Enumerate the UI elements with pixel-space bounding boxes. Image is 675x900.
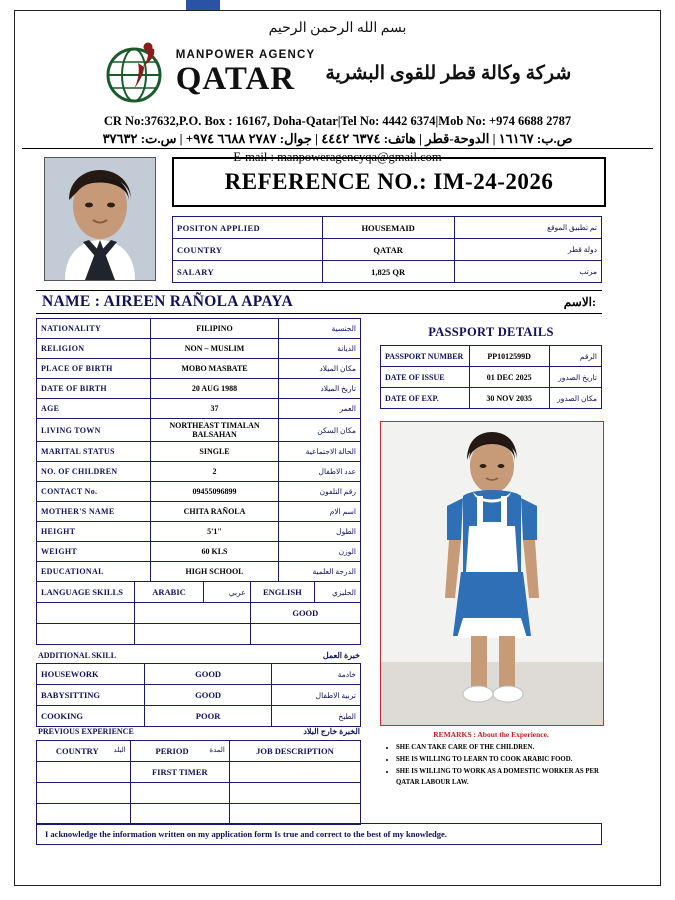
table-row [37, 582, 361, 603]
basmala-text: بسم الله الرحمن الرحيم [268, 21, 407, 36]
place-of-birth-label: PLACE OF BIRTH [37, 359, 151, 379]
children-arabic: عدد الاطفال [278, 462, 360, 482]
housework-label: HOUSEWORK [37, 664, 145, 685]
arabic-row3-value [135, 624, 250, 645]
job-col-header: JOB DESCRIPTION [229, 741, 360, 762]
height-value: 5'1" [151, 522, 279, 542]
table-row [37, 685, 361, 706]
salary-value: 1,825 QR [322, 261, 454, 283]
table-row [381, 346, 602, 367]
passport-details-table [380, 345, 602, 409]
table-row [37, 624, 361, 645]
living-town-value: NORTHEAST TIMALAN BALSAHAN [151, 419, 279, 442]
applicant-name-arabic: الاسم: [563, 294, 596, 309]
position-applied-table [172, 216, 602, 283]
contact-label: CONTACT No. [37, 482, 151, 502]
table-row [37, 542, 361, 562]
language-row-blank [37, 603, 135, 624]
cooking-label: COOKING [37, 706, 145, 727]
place-of-birth-value: MOBO MASBATE [151, 359, 279, 379]
passport-number-arabic: الرقم [549, 346, 601, 367]
table-row [37, 804, 361, 825]
table-row [37, 706, 361, 727]
housework-arabic: خادمة [271, 664, 360, 685]
contact-line: CR No:37632,P.O. Box : 16167, Doha-Qatar|Tel No: 4442 6374|Mob No: +974 6688 2787 [103, 114, 572, 128]
date-of-issue-arabic: تاريخ الصدور [549, 367, 601, 388]
educational-value: HIGH SCHOOL [151, 562, 279, 582]
remarks-title: REMARKS : About the Experience. [433, 730, 549, 739]
housework-value: GOOD [145, 664, 271, 685]
brand-arabic-title: شركة وكالة قطر للقوى البشرية [325, 62, 572, 84]
nationality-label: NATIONALITY [37, 319, 151, 339]
contact-line-arabic: ص.ب: ١٦١٦٧ | الدوحة-قطر | هاتف: ٦٣٧٤ ٤٤٤٢ | جوال: ٢٧٨٧ ٦٦٨٨ ٩٧٤+ | س.ت: ٣٧٦٣٢ [102, 131, 573, 146]
remarks-section [380, 730, 602, 790]
list-item: • SHE IS WILLING TO WORK AS A DOMESTIC WORKER AS PER QATAR LABOUR LAW. [396, 767, 602, 789]
table-row [37, 502, 361, 522]
table-row [37, 522, 361, 542]
height-arabic: الطول [278, 522, 360, 542]
globe-icon [104, 41, 170, 105]
date-of-birth-value: 20 AUG 1988 [151, 379, 279, 399]
position-applied-arabic: تم تطبيق الموقع [454, 217, 601, 239]
language-row3-blank [37, 624, 135, 645]
weight-value: 60 KLS [151, 542, 279, 562]
passport-details-title: PASSPORT DETAILS [428, 325, 554, 339]
date-of-issue-label: DATE OF ISSUE [381, 367, 470, 388]
previous-experience-title: PREVIOUS EXPERIENCE [38, 727, 134, 736]
table-row [37, 359, 361, 379]
marital-status-value: SINGLE [151, 442, 279, 462]
children-value: 2 [151, 462, 279, 482]
weight-label: WEIGHT [37, 542, 151, 562]
additional-skill-title-arabic: خبرة العمل [322, 651, 360, 660]
document-header [22, 20, 653, 165]
table-header-row [37, 741, 361, 762]
table-row [37, 442, 361, 462]
applicant-name: NAME : AIREEN RAÑOLA APAYA [42, 293, 293, 310]
english-level-value: GOOD [250, 603, 360, 624]
exp-row3-country [37, 804, 131, 825]
age-label: AGE [37, 399, 151, 419]
exp-row3-job [229, 804, 360, 825]
country-col-arabic: البلد [113, 746, 126, 754]
personal-details-table [36, 318, 361, 582]
applicant-name-bar [36, 290, 602, 314]
table-row [37, 379, 361, 399]
marital-status-label: MARITAL STATUS [37, 442, 151, 462]
arabic-col-arabic: عربي [203, 582, 250, 603]
exp-row2-job [229, 783, 360, 804]
exp-row2-period [130, 783, 229, 804]
religion-value: NON – MUSLIM [151, 339, 279, 359]
arabic-level-value [135, 603, 250, 624]
period-col-arabic: المدة [209, 746, 225, 754]
english-col-arabic: الجليزي [315, 582, 361, 603]
contact-arabic: رقم التلفون [278, 482, 360, 502]
table-row [37, 783, 361, 804]
position-applied-value: HOUSEMAID [322, 217, 454, 239]
period-col-header [130, 741, 229, 762]
country-label: COUNTRY [173, 239, 323, 261]
list-item: • SHE IS WILLING TO LEARN TO COOK ARABIC FOOD. [396, 755, 602, 766]
salary-arabic: مرتب [454, 261, 601, 283]
table-row [37, 664, 361, 685]
brand-main-label: QATAR [175, 60, 296, 97]
passport-number-label: PASSPORT NUMBER [381, 346, 470, 367]
arabic-col-label: ARABIC [135, 582, 204, 603]
table-row [173, 217, 602, 239]
date-of-birth-label: DATE OF BIRTH [37, 379, 151, 399]
previous-experience-header [38, 727, 360, 736]
date-of-exp-arabic: مكان الصدور [549, 388, 601, 409]
applicant-id-photo [44, 157, 156, 281]
age-value: 37 [151, 399, 279, 419]
living-town-arabic: مكان السكن [278, 419, 360, 442]
previous-experience-title-arabic: الخبرة خارج البلاد [303, 727, 360, 736]
religion-label: RELIGION [37, 339, 151, 359]
additional-skill-header [38, 651, 360, 660]
exp-row1-job [229, 762, 360, 783]
table-row [37, 562, 361, 582]
height-label: HEIGHT [37, 522, 151, 542]
email-line: E-mail : manpoweragencyqa@gmail.com [233, 150, 442, 164]
date-of-birth-arabic: تاريخ الميلاد [278, 379, 360, 399]
place-of-birth-arabic: مكان الميلاد [278, 359, 360, 379]
remarks-list [380, 743, 602, 789]
table-row [37, 319, 361, 339]
babysitting-arabic: تربية الاطفال [271, 685, 360, 706]
nationality-value: FILIPINO [151, 319, 279, 339]
cooking-value: POOR [145, 706, 271, 727]
mother-name-value: CHITA RAÑOLA [151, 502, 279, 522]
table-row [37, 399, 361, 419]
table-row [173, 239, 602, 261]
country-arabic: دولة قطر [454, 239, 601, 261]
table-row [173, 261, 602, 283]
country-col-header [37, 741, 131, 762]
contact-value: 09455096899 [151, 482, 279, 502]
weight-arabic: الوزن [278, 542, 360, 562]
country-value: QATAR [322, 239, 454, 261]
exp-row1-period: FIRST TIMER [130, 762, 229, 783]
applicant-full-photo [380, 421, 604, 726]
passport-number-value: PP1012599D [469, 346, 549, 367]
table-row [37, 462, 361, 482]
brand-top-label: MANPOWER AGENCY [175, 49, 316, 62]
additional-skill-title: ADDITIONAL SKILL [38, 651, 117, 660]
table-row [381, 388, 602, 409]
educational-arabic: الدرجة العلمية [278, 562, 360, 582]
language-skills-label: LANGUAGE SKILLS [37, 582, 135, 603]
previous-experience-table [36, 740, 361, 825]
language-skills-table [36, 581, 361, 645]
additional-skill-table [36, 663, 361, 727]
mother-name-arabic: اسم الام [278, 502, 360, 522]
age-arabic: العمر [278, 399, 360, 419]
table-row [37, 762, 361, 783]
list-item: • SHE CAN TAKE CARE OF THE CHILDREN. [396, 743, 602, 754]
children-label: NO. OF CHILDREN [37, 462, 151, 482]
exp-row1-country [37, 762, 131, 783]
babysitting-value: GOOD [145, 685, 271, 706]
table-row [37, 419, 361, 442]
nationality-arabic: الجنسية [278, 319, 360, 339]
reference-number: REFERENCE NO.: IM-24-2026 [172, 157, 606, 207]
logo-row [22, 39, 653, 107]
date-of-exp-value: 30 NOV 2035 [469, 388, 549, 409]
living-town-label: LIVING TOWN [37, 419, 151, 442]
english-col-label: ENGLISH [250, 582, 314, 603]
tab-marker [186, 0, 220, 10]
mother-name-label: MOTHER'S NAME [37, 502, 151, 522]
table-row [37, 482, 361, 502]
date-of-exp-label: DATE OF EXP. [381, 388, 470, 409]
country-col-label: COUNTRY [55, 746, 99, 756]
position-applied-label: POSITON APPLIED [173, 217, 323, 239]
exp-row2-country [37, 783, 131, 804]
date-of-issue-value: 01 DEC 2025 [469, 367, 549, 388]
brand-block [176, 50, 316, 96]
english-row3-value [250, 624, 360, 645]
period-col-label: PERIOD [155, 746, 189, 756]
cooking-arabic: الطبخ [271, 706, 360, 727]
marital-status-arabic: الحالة الاجتماعية [278, 442, 360, 462]
babysitting-label: BABYSITTING [37, 685, 145, 706]
table-row [37, 603, 361, 624]
acknowledgement-footer: I acknowledge the information written on my application form Is true and correct to the best of my knowledge. [36, 823, 602, 845]
exp-row3-period [130, 804, 229, 825]
table-row [381, 367, 602, 388]
educational-label: EDUCATIONAL [37, 562, 151, 582]
religion-arabic: الديانة [278, 339, 360, 359]
table-row [37, 339, 361, 359]
header-divider [22, 148, 653, 149]
salary-label: SALARY [173, 261, 323, 283]
